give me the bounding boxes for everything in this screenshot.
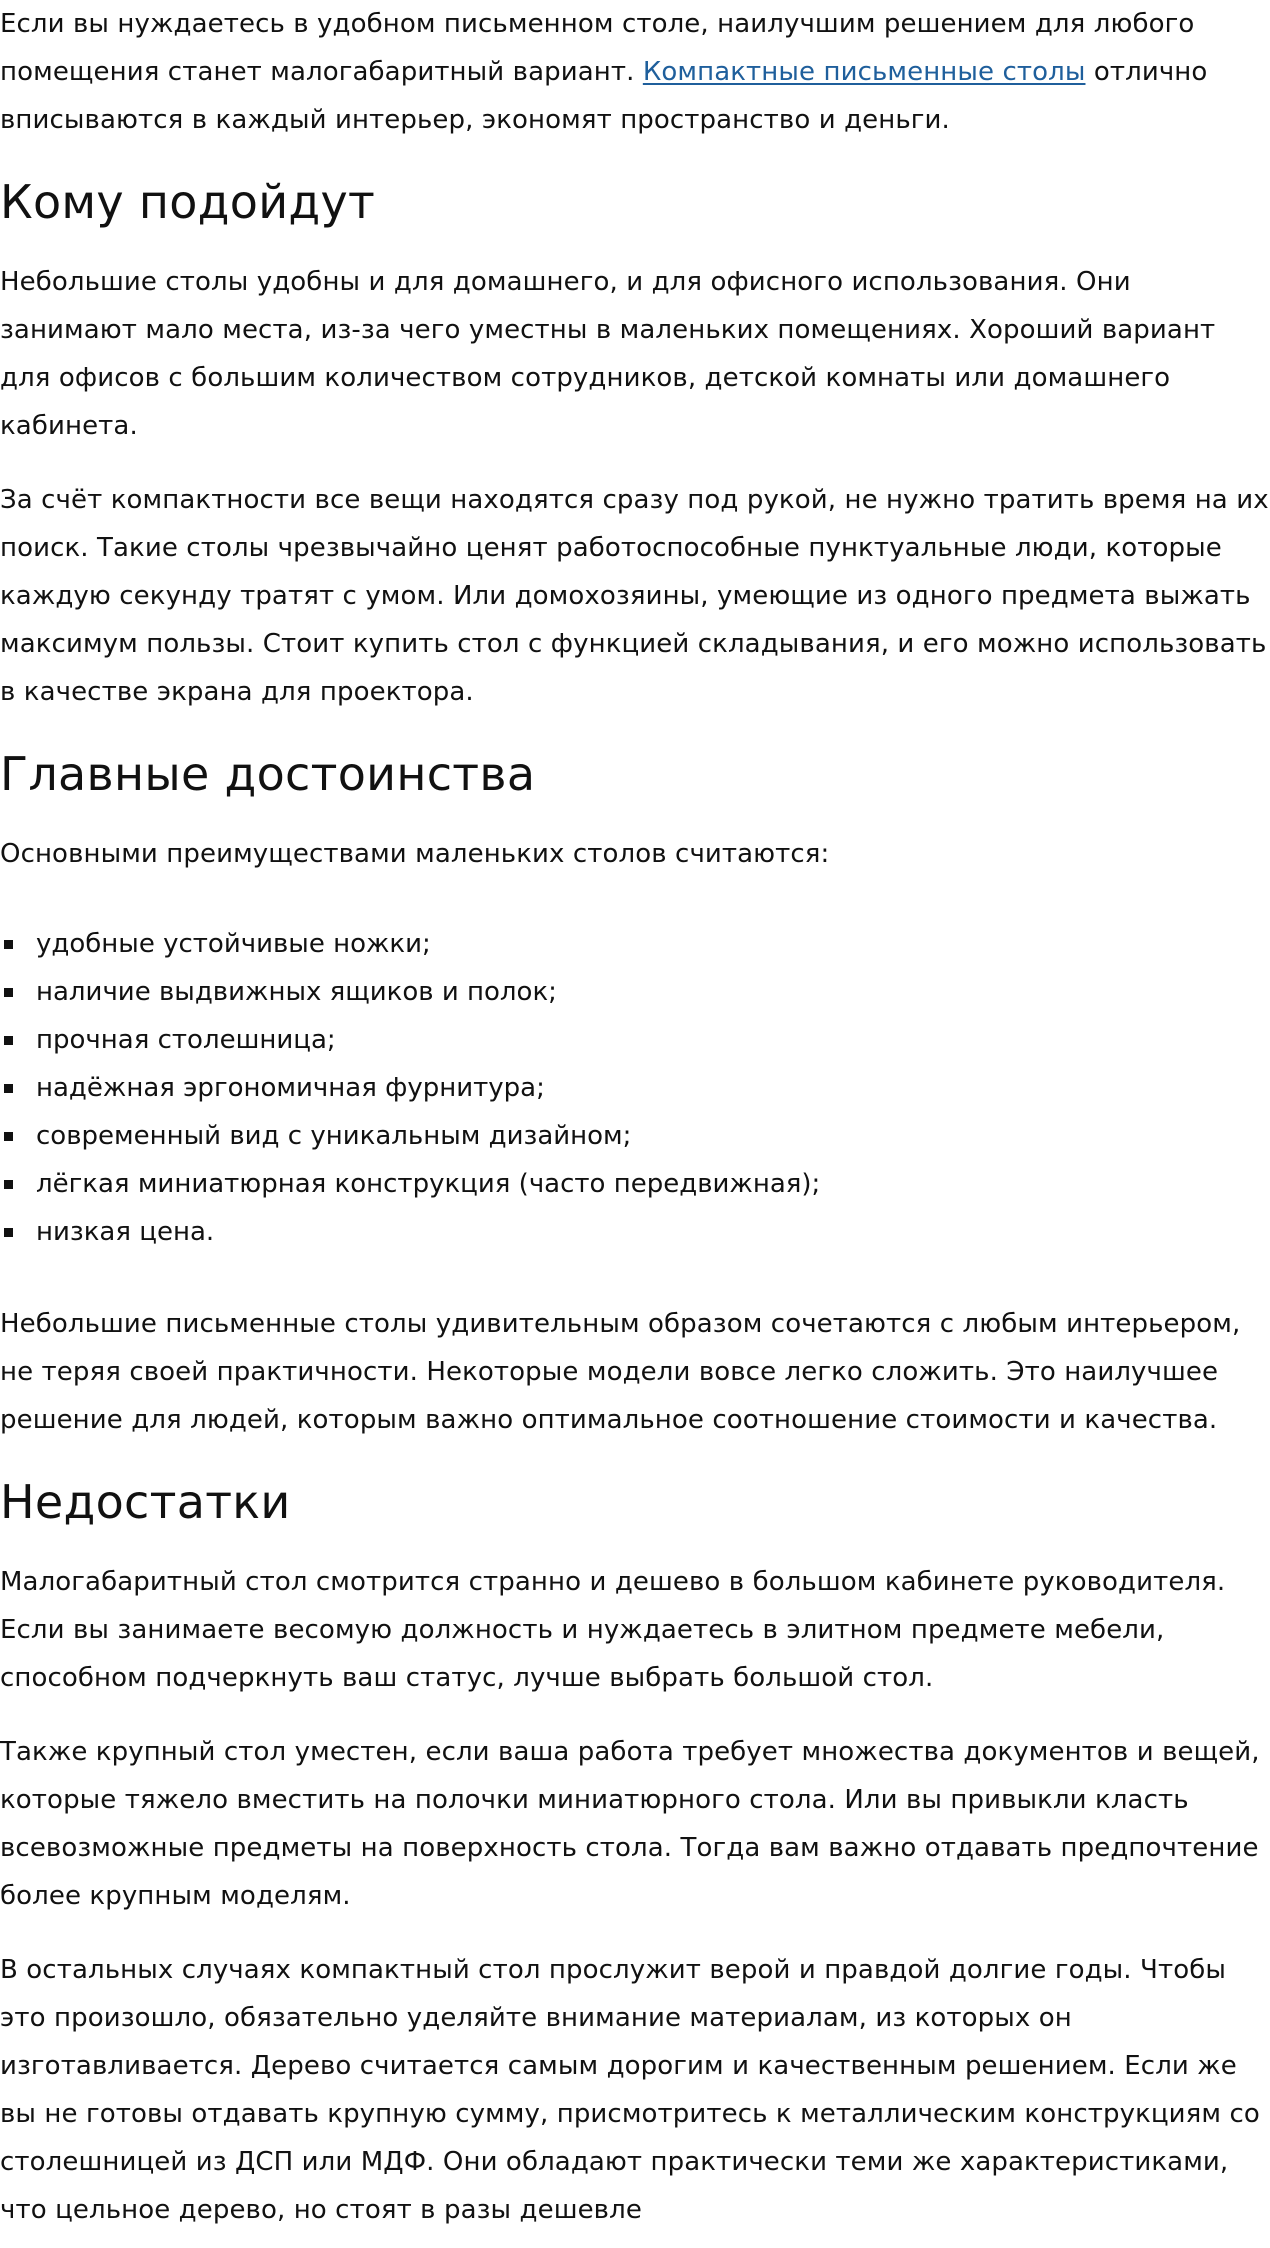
- list-item: надёжная эргономичная фурнитура;: [0, 1064, 1270, 1112]
- intro-text-before-link: Если вы нуждаетесь в удобном письменном столе, наилучшим решением для любого помещения станет малогабаритный вариант.: [0, 9, 1195, 87]
- disadvantages-paragraph-2: Также крупный стол уместен, если ваша работа требует множества документов и вещей, которые тяжело вместить на полочки миниатюрного стола. Или вы привыкли класть всевозможные предметы на поверхность стола. Тогда вам важно отдавать предпочтение более крупным моделям.: [0, 1737, 1260, 1911]
- list-item: лёгкая миниатюрная конструкция (часто передвижная);: [0, 1160, 1270, 1208]
- advantages-summary: Небольшие письменные столы удивительным образом сочетаются с любым интерьером, не теряя своей практичности. Некоторые модели вовсе легко сложить. Это наилучшее решение для людей, которым важно оптимальное соотношение стоимости и качества.: [0, 1309, 1241, 1435]
- heading-who-suits: Кому подойдут: [0, 175, 376, 229]
- disadvantages-paragraph-1: Малогабаритный стол смотрится странно и дешево в большом кабинете руководителя. Если вы занимаете весомую должность и нуждаетесь в элитном предмете мебели, способном подчеркнуть ваш статус, лучше выбрать большой стол.: [0, 1567, 1226, 1693]
- list-item: прочная столешница;: [0, 1016, 1270, 1064]
- list-item: современный вид с уникальным дизайном;: [0, 1112, 1270, 1160]
- disadvantages-paragraph-3: В остальных случаях компактный стол прослужит верой и правдой долгие годы. Чтобы это произошло, обязательно уделяйте внимание материалам, из которых он изготавливается. Дерево считается самым дорогим и качественным решением. Если же вы не готовы отдавать крупную сумму, присмотритесь к металлическим конструкциям со столешницей из ДСП или МДФ. Они обладают практически теми же характеристиками, что цельное дерево, но стоят в разы дешевле: [0, 1955, 1260, 2225]
- advantages-lead: Основными преимуществами маленьких столов считаются:: [0, 839, 830, 869]
- list-item: удобные устойчивые ножки;: [0, 920, 1270, 968]
- compact-desks-link[interactable]: Компактные письменные столы: [642, 57, 1086, 87]
- intro-paragraph: [0, 0, 1270, 144]
- advantages-list: [0, 920, 1270, 1256]
- list-item: наличие выдвижных ящиков и полок;: [0, 968, 1270, 1016]
- who-paragraph-2: За счёт компактности все вещи находятся сразу под рукой, не нужно тратить время на их поиск. Такие столы чрезвычайно ценят работоспособные пунктуальные люди, которые каждую секунду тратят с умом. Или домохозяины, умеющие из одного предмета выжать максимум пользы. Стоит купить стол с функцией складывания, и его можно использовать в качестве экрана для проектора.: [0, 485, 1269, 707]
- who-paragraph-1: Небольшие столы удобны и для домашнего, и для офисного использования. Они занимают мало места, из-за чего уместны в маленьких помещениях. Хороший вариант для офисов с большим количеством сотрудников, детской комнаты или домашнего кабинета.: [0, 267, 1216, 441]
- list-item: низкая цена.: [0, 1208, 1270, 1256]
- intro-text-after-link: отлично вписываются в каждый интерьер, экономят пространство и деньги.: [0, 57, 1208, 135]
- heading-main-advantages: Главные достоинства: [0, 747, 536, 801]
- heading-disadvantages: Недостатки: [0, 1475, 291, 1529]
